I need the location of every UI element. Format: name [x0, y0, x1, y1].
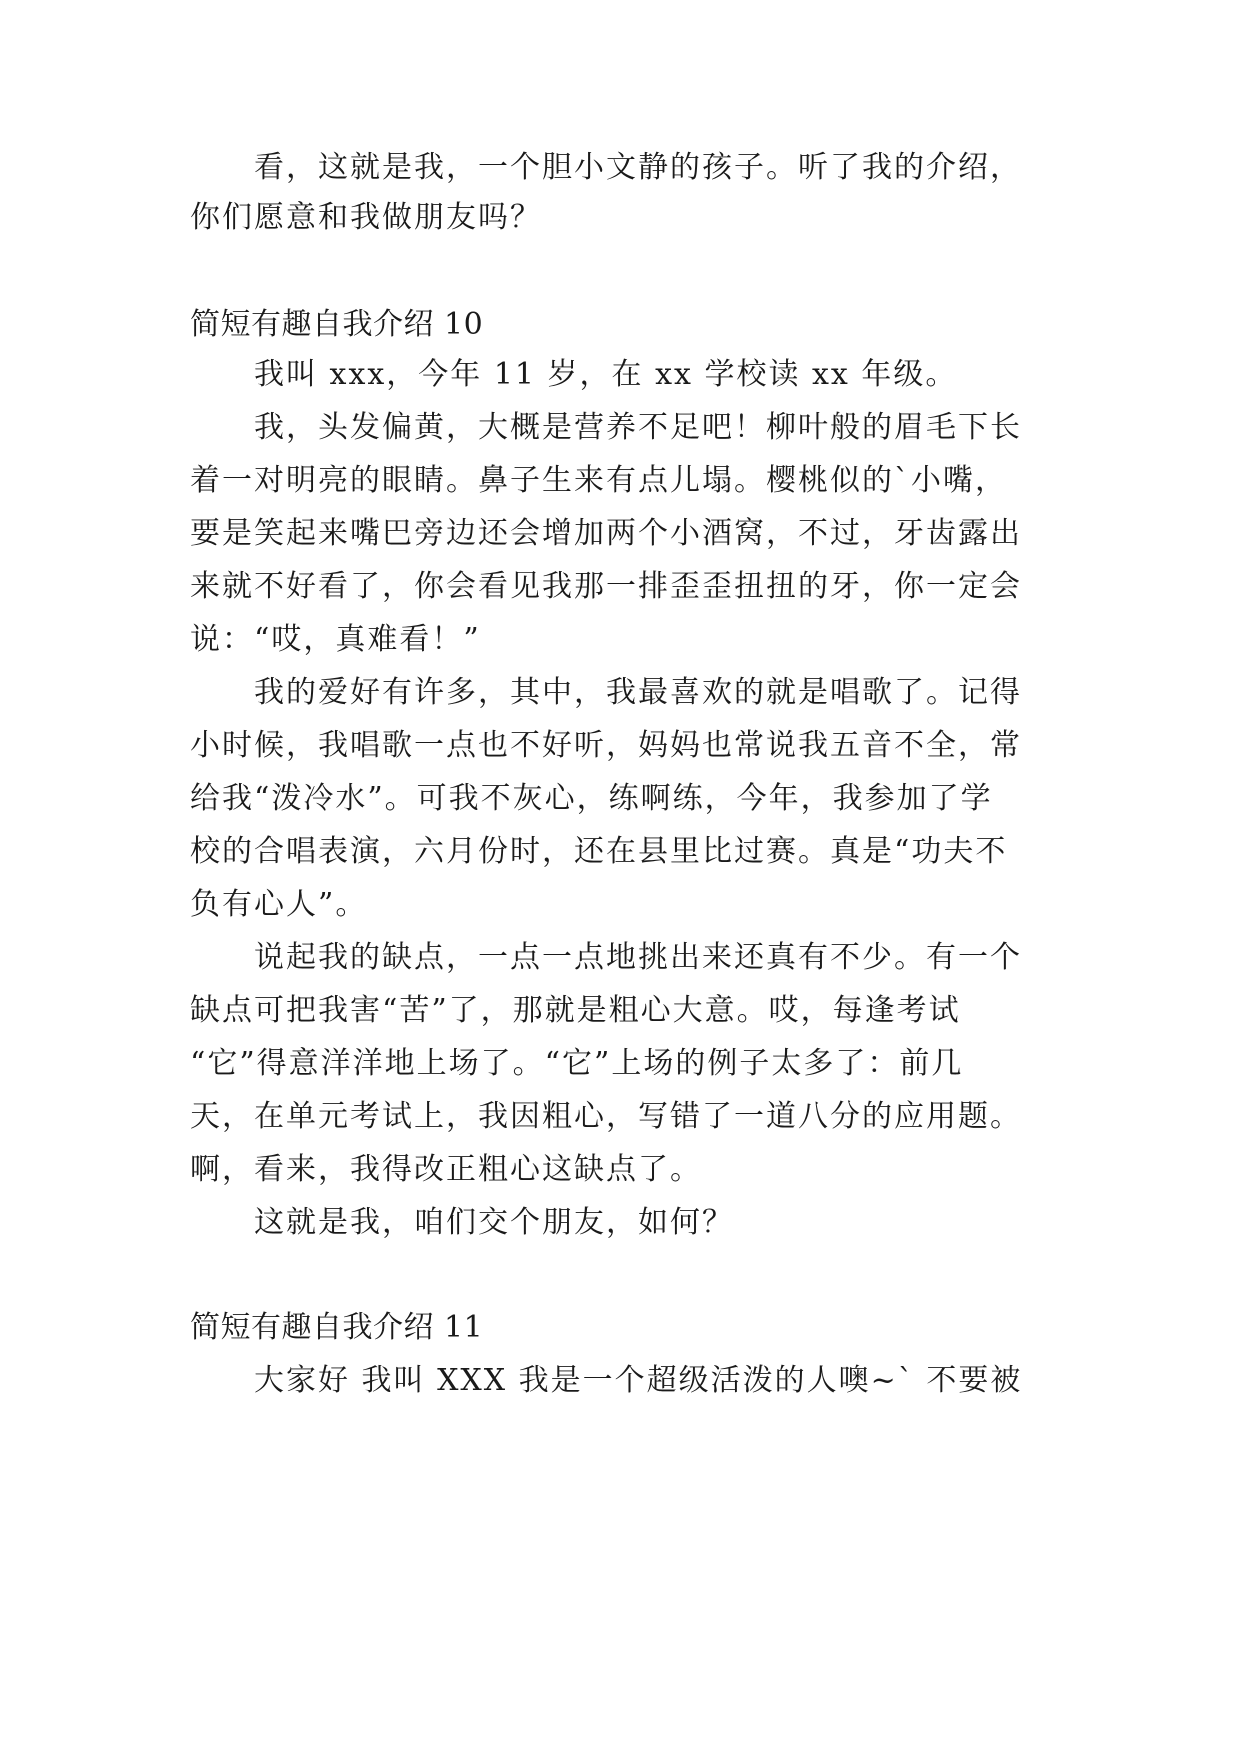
paragraph-line: 小时候，我唱歌一点也不好听，妈妈也常说我五音不全，常	[190, 728, 1022, 763]
paragraph-line: 给我“泼冷水”。可我不灰心，练啊练，今年，我参加了学	[190, 781, 993, 816]
paragraph-line: “它”得意洋洋地上场了。“它”上场的例子太多了：前几	[190, 1046, 964, 1081]
section-heading: 简短有趣自我介绍 11	[190, 1310, 484, 1345]
paragraph-line: 说起我的缺点，一点一点地挑出来还真有不少。有一个	[254, 940, 1022, 975]
paragraph-line: 校的合唱表演，六月份时，还在县里比过赛。真是“功夫不	[190, 834, 1008, 869]
paragraph-line: 负有心人”。	[190, 887, 368, 922]
paragraph-line: 要是笑起来嘴巴旁边还会增加两个小酒窝，不过，牙齿露出	[190, 516, 1022, 551]
paragraph-line: 我，头发偏黄，大概是营养不足吧！柳叶般的眉毛下长	[254, 410, 1022, 445]
paragraph-line: 缺点可把我害“苦”了，那就是粗心大意。哎，每逢考试	[190, 993, 961, 1028]
paragraph-line: 说：“哎，真难看！”	[190, 622, 481, 657]
paragraph-line: 我叫 xxx，今年 11 岁，在 xx 学校读 xx 年级。	[254, 357, 958, 392]
section-heading: 简短有趣自我介绍 10	[190, 307, 484, 342]
paragraph-line: 着一对明亮的眼睛。鼻子生来有点儿塌。樱桃似的`小嘴，	[190, 463, 1007, 498]
paragraph-line: 来就不好看了，你会看见我那一排歪歪扭扭的牙，你一定会	[190, 569, 1022, 604]
paragraph-line: 你们愿意和我做朋友吗？	[190, 200, 542, 235]
paragraph-line: 看，这就是我，一个胆小文静的孩子。听了我的介绍，	[254, 150, 1022, 185]
paragraph-line: 啊，看来，我得改正粗心这缺点了。	[190, 1152, 702, 1187]
paragraph-line: 我的爱好有许多，其中，我最喜欢的就是唱歌了。记得	[254, 675, 1022, 710]
paragraph-line: 大家好 我叫 XXX 我是一个超级活泼的人噢~` 不要被	[254, 1363, 1023, 1398]
paragraph-line: 天，在单元考试上，我因粗心，写错了一道八分的应用题。	[190, 1099, 1022, 1134]
paragraph-line: 这就是我，咱们交个朋友，如何？	[254, 1205, 734, 1240]
